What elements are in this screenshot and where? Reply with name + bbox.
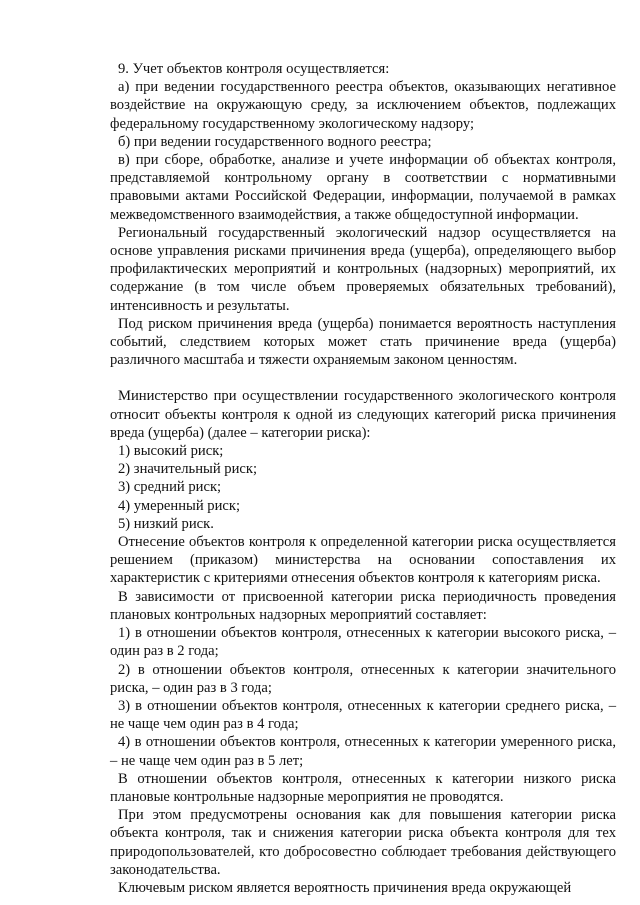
- risk-category-item: 4) умеренный риск;: [118, 497, 241, 514]
- frequency-item: 3) в отношении объектов контроля, отнесенных к категории среднего риска, – не чаще чем один раз в 4 года;: [110, 697, 616, 733]
- risk-category-item: 2) значительный риск;: [118, 461, 258, 478]
- paragraph-item-b: б) при ведении государственного водного реестра;: [118, 133, 432, 150]
- paragraph-key-risk: Ключевым риском является вероятность причинения вреда окружающей: [118, 879, 572, 896]
- paragraph-item-a: а) при ведении государственного реестра объектов, оказывающих негативное воздействие на окружающую среду, за исключением объектов, подлежащих федеральному государственному экологическому надзору;: [110, 79, 616, 132]
- paragraph-inspection-frequency-intro: В зависимости от присвоенной категории риска периодичность проведения плановых контрольных надзорных мероприятий составляет:: [110, 588, 616, 623]
- risk-category-item: 1) высокий риск;: [118, 443, 224, 460]
- frequency-item: 2) в отношении объектов контроля, отнесенных к категории значительного риска, – один раз в 3 года;: [110, 661, 616, 696]
- paragraph-category-change: При этом предусмотрены основания как для повышения категории риска объекта контроля, так и снижения категории риска объекта контроля для тех природопользователей, кто добросовестно соблюдает требования действующего законодательства.: [110, 807, 616, 878]
- risk-category-item: 3) средний риск;: [118, 479, 222, 496]
- paragraph-item-v: в) при сборе, обработке, анализе и учете информации об объектах контроля, представляемой контрольному органу в соответствии с нормативными правовыми актами Российской Федерации, информации, получаемой в рамках межведомственного взаимодействия, а также общедоступной информации.: [110, 152, 616, 223]
- paragraph-low-risk: В отношении объектов контроля, отнесенных к категории низкого риска плановые контрольные надзорные мероприятия не проводятся.: [110, 770, 616, 805]
- risk-category-item: 5) низкий риск.: [118, 515, 214, 532]
- frequency-item: 1) в отношении объектов контроля, отнесенных к категории высокого риска, – один раз в 2 года;: [110, 625, 616, 660]
- paragraph-item-9-heading: 9. Учет объектов контроля осуществляется:: [118, 61, 390, 77]
- paragraph-regional-supervision: Региональный государственный экологический надзор осуществляется на основе управления рисками причинения вреда (ущерба), определяющего выбор профилактических мероприятий и контрольных (надзорных) мероприятий, их содержание (в том числе объем проверяемых обязательных требований), интенсивность и результаты.: [110, 224, 616, 314]
- paragraph-categorization-decision: Отнесение объектов контроля к определенной категории риска осуществляется решением (приказом) министерства на основании сопоставления их характеристик с критериями отнесения объектов контроля к категориям риска.: [110, 534, 616, 587]
- document-body: [110, 60, 616, 897]
- paragraph-spacer: [110, 369, 616, 387]
- paragraph-risk-definition: Под риском причинения вреда (ущерба) понимается вероятность наступления событий, следствием которых может стать причинение вреда (ущерба) различного масштаба и тяжести охраняемым законом ценностям.: [110, 315, 616, 369]
- frequency-item: 4) в отношении объектов контроля, отнесенных к категории умеренного риска, – не чаще чем один раз в 5 лет;: [110, 734, 616, 769]
- paragraph-risk-categories-intro: Министерство при осуществлении государственного экологического контроля относит объекты контроля к одной из следующих категорий риска причинения вреда (ущерба) (далее – категории риска):: [110, 388, 616, 441]
